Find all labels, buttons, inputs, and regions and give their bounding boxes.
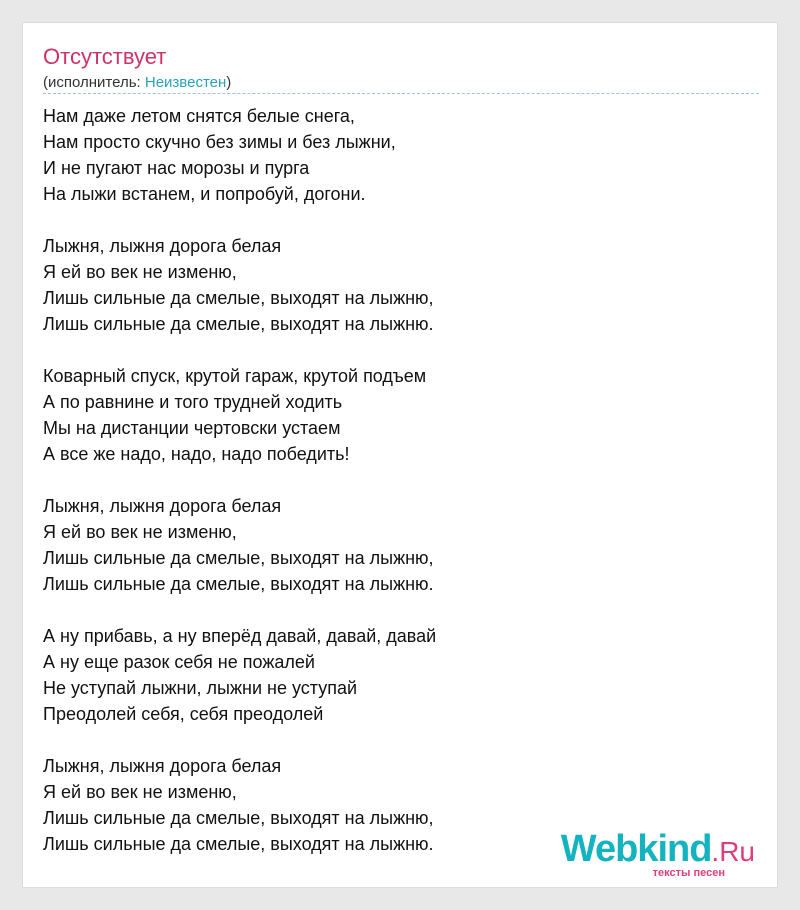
site-logo[interactable] xyxy=(555,829,755,877)
lyrics-line: Лишь сильные да смелые, выходят на лыжню. xyxy=(43,834,434,854)
logo-tagline: тексты песен xyxy=(652,867,725,879)
artist-suffix: ) xyxy=(226,74,232,91)
lyrics-line: Лишь сильные да смелые, выходят на лыжню, xyxy=(43,808,434,828)
lyrics-line: На лыжи встанем, и попробуй, догони. xyxy=(43,184,366,204)
lyrics-stanza xyxy=(43,233,759,337)
lyrics-line: Коварный спуск, крутой гараж, крутой подъем xyxy=(43,366,427,386)
logo-wordmark xyxy=(561,829,755,872)
lyrics-line: Я ей во век не изменю, xyxy=(43,782,237,802)
lyrics-line: А ну прибавь, а ну вперёд давай, давай, давай xyxy=(43,626,437,646)
lyrics-line: А ну еще разок себя не пожалей xyxy=(43,652,315,672)
artist-link[interactable]: Неизвестен xyxy=(144,74,227,91)
lyrics-line: Лыжня, лыжня дорога белая xyxy=(43,496,282,516)
lyrics-line: Я ей во век не изменю, xyxy=(43,522,237,542)
lyrics-line: Я ей во век не изменю, xyxy=(43,262,237,282)
lyrics-line: Нам даже летом снятся белые снега, xyxy=(43,106,355,126)
artist-line xyxy=(43,73,231,93)
lyrics-line: Не уступай лыжни, лыжни не уступай xyxy=(43,678,358,698)
lyrics-line: Нам просто скучно без зимы и без лыжни, xyxy=(43,132,396,152)
lyrics-line: Лыжня, лыжня дорога белая xyxy=(43,756,282,776)
lyrics-line: Лыжня, лыжня дорога белая xyxy=(43,236,282,256)
lyrics-stanza xyxy=(43,363,759,467)
song-title: Отсутствует xyxy=(43,44,167,69)
lyrics-line: И не пугают нас морозы и пурга xyxy=(43,158,310,178)
lyrics-line: А по равнине и того трудней ходить xyxy=(43,392,343,412)
dashed-divider xyxy=(43,93,759,94)
lyrics-line: Лишь сильные да смелые, выходят на лыжню. xyxy=(43,574,434,594)
logo-name: Webkind xyxy=(560,828,712,870)
lyrics-page xyxy=(22,22,778,888)
lyrics-stanza xyxy=(43,623,759,727)
lyrics-line: Преодолей себя, себя преодолей xyxy=(43,704,324,724)
logo-tld: .Ru xyxy=(711,836,755,867)
lyrics-line: Мы на дистанции чертовски устаем xyxy=(43,418,341,438)
lyrics-line: Лишь сильные да смелые, выходят на лыжню, xyxy=(43,288,434,308)
lyrics-line: Лишь сильные да смелые, выходят на лыжню, xyxy=(43,548,434,568)
artist-prefix: (исполнитель: xyxy=(43,74,145,91)
lyrics-stanza xyxy=(43,493,759,597)
lyrics-body xyxy=(43,103,759,857)
lyrics-line: Лишь сильные да смелые, выходят на лыжню. xyxy=(43,314,434,334)
lyrics-line: А все же надо, надо, надо победить! xyxy=(43,444,350,464)
lyrics-stanza xyxy=(43,103,759,207)
